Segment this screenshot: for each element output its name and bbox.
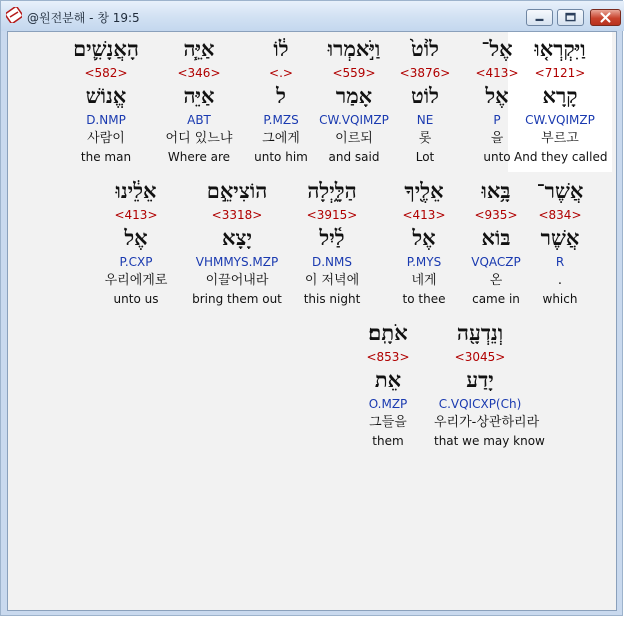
strong-number: <935> (474, 208, 518, 222)
word-cell[interactable] (342, 316, 434, 456)
parsing-code: NE (416, 113, 434, 127)
korean-gloss: 을 (490, 131, 504, 146)
hebrew-word: ל֔וֹ (273, 36, 289, 61)
parsing-code: P.MZS (263, 113, 299, 127)
english-gloss: unto (483, 150, 511, 164)
parsing-code: P (493, 113, 501, 127)
hebrew-word: אַיֵּ֧ה (183, 36, 215, 61)
strong-number: <582> (84, 66, 128, 80)
hebrew-word: וַיֹּ֣אמְרוּ (327, 36, 381, 61)
strong-number: <853> (366, 350, 410, 364)
korean-gloss: . (557, 273, 563, 288)
parsing-code: ABT (187, 113, 211, 127)
parsing-code: P.CXP (119, 255, 153, 269)
lemma-word: אֱנוֹשׁ (85, 83, 127, 108)
korean-gloss: 부르고 (541, 131, 579, 146)
lemma-word: אָמַר (335, 83, 373, 108)
strong-number: <413> (475, 66, 519, 80)
english-gloss: them (372, 434, 404, 448)
word-cell[interactable] (235, 32, 327, 172)
english-gloss: to thee (402, 292, 446, 306)
english-gloss: the man (80, 150, 132, 164)
korean-gloss: 네게 (411, 273, 437, 288)
parsing-code: CW.VQIMZP (525, 113, 595, 127)
interlinear-panel (8, 32, 616, 610)
lemma-word: אֶל (412, 225, 436, 250)
korean-gloss: 어디 있느냐 (165, 131, 233, 146)
strong-number: <346> (177, 66, 221, 80)
parsing-code: D.NMS (311, 255, 352, 269)
strong-number: <3318> (211, 208, 263, 222)
english-gloss: unto him (254, 150, 308, 164)
english-gloss: this night (303, 292, 361, 306)
hebrew-word: אֵלֵ֔ינוּ (115, 178, 157, 203)
korean-gloss: 이끌어내라 (205, 273, 269, 288)
close-button[interactable] (590, 9, 621, 26)
parsing-code: D.NMP (86, 113, 126, 127)
korean-gloss: 그에게 (262, 131, 300, 146)
minimize-button[interactable] (526, 9, 553, 26)
korean-gloss: 이르되 (335, 131, 373, 146)
hebrew-word: הָאֲנָשִׁ֛ים (73, 36, 139, 61)
english-gloss: bring them out (192, 292, 282, 306)
close-icon (591, 10, 620, 25)
word-cell[interactable] (90, 174, 182, 314)
hebrew-word: אֶל־ (481, 36, 513, 61)
english-gloss: and said (328, 150, 380, 164)
lemma-word: לוֹט (411, 83, 439, 108)
word-cell[interactable] (434, 316, 545, 456)
hebrew-word: הַלָּ֑יְלָה (307, 178, 357, 203)
minimize-icon (527, 10, 552, 25)
title-bar[interactable] (1, 1, 624, 31)
korean-gloss: 롯 (418, 131, 432, 146)
lemma-word: בּוֹא (481, 225, 511, 250)
hebrew-word: אֵלֶ֖יךָ (404, 178, 444, 203)
strong-number: <3915> (306, 208, 358, 222)
word-cell[interactable] (378, 174, 470, 314)
app-logo-icon (6, 7, 22, 23)
window-title: @원전분해 - 창 19:5 (27, 11, 140, 25)
lemma-word: קָרָא (542, 83, 578, 108)
english-gloss: unto us (113, 292, 159, 306)
hebrew-word: וְנֵדְעָ֖ה (456, 320, 504, 345)
hebrew-word: ל֙וֹט֙ (411, 36, 439, 61)
english-gloss: Lot (415, 150, 435, 164)
lemma-word: לַ֫יִל (319, 225, 345, 250)
parsing-code: P.MYS (406, 255, 442, 269)
lemma-word: אֲשֶׁר (540, 225, 580, 250)
hebrew-word: וַיִּקְרְא֤וּ (534, 36, 586, 61)
parsing-code: C.VQICXP(Ch) (438, 397, 522, 411)
korean-gloss: 사람이 (87, 131, 125, 146)
korean-gloss: 우리에게로 (104, 273, 168, 288)
korean-gloss: 그들을 (369, 415, 407, 430)
word-cell[interactable] (60, 32, 152, 172)
lemma-word: אֶל (124, 225, 148, 250)
strong-number: <559> (332, 66, 376, 80)
english-gloss: that we may know (434, 434, 545, 448)
korean-gloss: 온 (489, 273, 503, 288)
strong-number: <3045> (454, 350, 506, 364)
lemma-word: יָצָא (222, 225, 252, 250)
hebrew-word: הוֹצִיאֵ֣ם (206, 178, 268, 203)
strong-number: <.> (269, 66, 293, 80)
lemma-word: אַיֵּה (183, 83, 215, 108)
word-cell[interactable] (286, 174, 378, 314)
word-cell[interactable] (191, 174, 283, 314)
english-gloss: Where are (167, 150, 231, 164)
parsing-code: VHMMYS.MZP (195, 255, 279, 269)
parsing-code: R (555, 255, 565, 269)
strong-number: <834> (538, 208, 582, 222)
lemma-word: אֵת (374, 367, 402, 392)
maximize-button[interactable] (557, 9, 584, 26)
lemma-word: ל (276, 83, 286, 108)
lemma-word: יָדַע (466, 367, 494, 392)
lemma-word: אֶל (485, 83, 509, 108)
parsing-code: VQACZP (471, 255, 521, 269)
strong-number: <413> (402, 208, 446, 222)
korean-gloss: 우리가-상관하리라 (434, 415, 540, 430)
english-gloss: which (542, 292, 578, 306)
hebrew-word: אֲשֶׁר־ (536, 178, 584, 203)
strong-number: <7121> (534, 66, 586, 80)
korean-gloss: 이 저녁에 (304, 273, 360, 288)
strong-number: <413> (114, 208, 158, 222)
english-gloss: came in (472, 292, 520, 306)
maximize-icon (558, 10, 583, 25)
word-cell[interactable] (153, 32, 245, 172)
parsing-code: CW.VQIMZP (319, 113, 389, 127)
hebrew-word: בָּ֥אוּ (481, 178, 511, 203)
strong-number: <3876> (399, 66, 451, 80)
hebrew-word: אֹתָֽם׃ (368, 320, 408, 345)
content-area[interactable] (7, 31, 617, 611)
parsing-code: O.MZP (368, 397, 408, 411)
english-gloss: And they called (514, 150, 608, 164)
